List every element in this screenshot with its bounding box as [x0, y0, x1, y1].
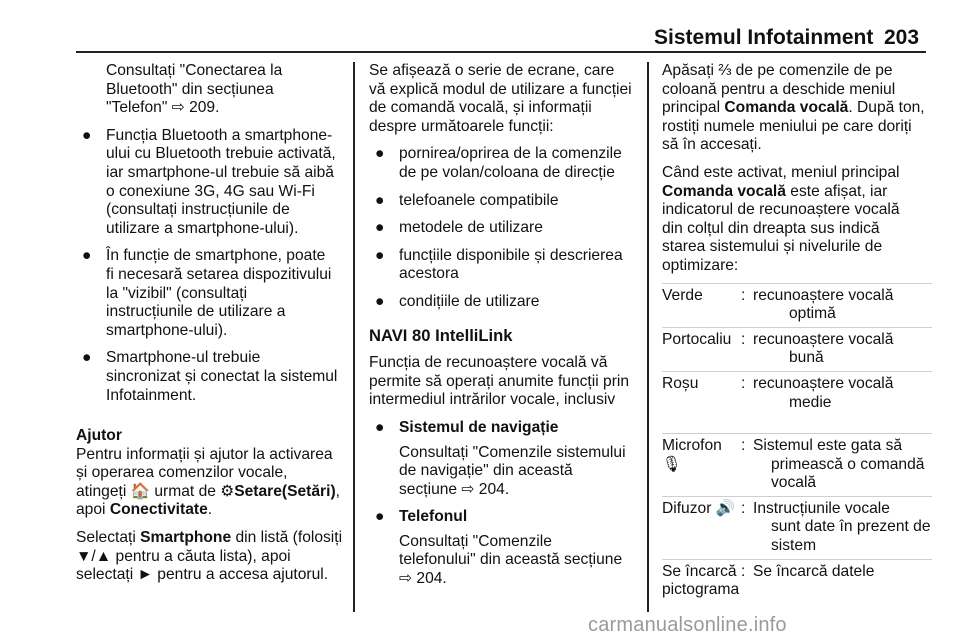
list-item: [76, 247, 348, 340]
menu-term: Comanda vocală: [662, 182, 786, 200]
text-line: [76, 529, 348, 548]
text-fragment: este afișat, iar: [785, 182, 888, 200]
page-number: 203: [884, 26, 920, 49]
table-divider: [662, 283, 932, 284]
def-desc: bună: [789, 349, 824, 367]
home-icon: 🏠: [130, 482, 151, 500]
table-divider: [662, 371, 932, 372]
text-line: (consultați instrucțiunile de: [106, 201, 290, 219]
def-desc: sunt date în prezent de: [771, 518, 931, 536]
text-line: acestora: [399, 265, 459, 283]
item-title: Sistemul de navigație: [399, 418, 559, 436]
column-1: [76, 62, 348, 585]
text-line: Consultați "Comenzile: [399, 532, 552, 550]
text-line: Consultați "Comenzile sistemului: [399, 443, 626, 461]
bullet-icon: ●: [82, 126, 92, 144]
list-item: [369, 508, 641, 588]
menu-term: Setare(Setări): [234, 482, 336, 500]
column-divider-1: [353, 62, 355, 612]
text-line: coloană pentru a deschide meniul: [662, 80, 896, 98]
list-item: [76, 349, 348, 405]
text-line: "Telefon" ⇨ 209.: [106, 99, 220, 117]
text-line: permite să operați anumite funcții prin: [369, 372, 630, 390]
list-item: [369, 219, 641, 238]
table-divider: [662, 433, 932, 434]
section-heading: Ajutor: [76, 427, 122, 445]
def-term: Portocaliu: [662, 330, 732, 348]
gear-icon: ⚙: [220, 482, 235, 500]
text-line: despre următoarele funcții:: [369, 117, 554, 135]
text-line: Funcția de recunoaștere vocală vă: [369, 354, 608, 372]
header-rule: [76, 51, 926, 53]
def-desc: sistem: [771, 537, 817, 555]
speaker-icon: Difuzor 🔊: [662, 499, 736, 517]
bullet-icon: ●: [375, 508, 385, 526]
bullet-icon: ●: [375, 145, 385, 163]
text-line: fi necesară setarea dispozitivului: [106, 265, 332, 283]
text-line: să în accesați.: [662, 136, 762, 154]
table-divider: [662, 559, 932, 560]
def-desc: optimă: [789, 305, 836, 323]
def-desc: recunoaștere vocală: [753, 330, 894, 348]
def-desc: Se încarcă datele: [753, 562, 875, 580]
def-desc: Sistemul este gata să: [753, 437, 903, 455]
bullet-icon: ●: [375, 418, 385, 436]
text-line: telefoanele compatibile: [399, 191, 559, 209]
text-line: Consultați "Conectarea la: [106, 62, 283, 79]
list-item: [369, 192, 641, 211]
text-line: vă explică modul de utilizare a funcției: [369, 80, 632, 98]
text-fragment: apoi: [76, 501, 110, 519]
text-line: [662, 183, 932, 202]
text-line: ▼/▲ pentru a căuta lista), apoi: [76, 547, 291, 565]
text-line: indicatorul de recunoaștere vocală: [662, 201, 900, 219]
text-fragment: principal: [662, 99, 725, 117]
def-desc: primească o comandă: [771, 455, 925, 473]
def-desc: Instrucțiunile vocale: [753, 499, 890, 517]
bullet-icon: ●: [375, 191, 385, 209]
text-fragment: . După ton,: [848, 99, 925, 117]
text-line: rostiți numele meniului pe care doriți: [662, 117, 912, 135]
text-line: de pe volan/coloana de direcție: [399, 163, 615, 181]
column-divider-2: [647, 62, 649, 612]
def-term: Se încarcă: [662, 562, 737, 580]
menu-term: Conectivitate: [109, 501, 208, 519]
def-colon: :: [741, 330, 746, 348]
text-line: la "vizibil" (consultați: [106, 284, 248, 302]
table-row: [662, 563, 932, 600]
text-line: optimizare:: [662, 256, 739, 274]
text-line: intermediul intrărilor vocale, inclusiv: [369, 391, 616, 409]
text-line: telefonului" din această secțiune: [399, 551, 623, 569]
text-line: din colțul din dreapta sus indică: [662, 219, 880, 237]
text-line: sincronizat și conectat la sistemul: [106, 367, 338, 385]
def-desc: medie: [789, 393, 832, 411]
text-line: Când este activat, meniul principal: [662, 163, 900, 181]
bullet-icon: ●: [82, 247, 92, 265]
def-desc: vocală: [771, 474, 817, 492]
text-fragment: atingeți: [76, 482, 131, 500]
text-fragment: urmat de: [150, 482, 221, 500]
bullet-icon: ●: [375, 292, 385, 310]
text-line: utilizare a smartphone-ului).: [106, 219, 299, 237]
text-line: Pentru informații și ajutor la activarea: [76, 445, 333, 463]
text-line: metodele de utilizare: [399, 219, 543, 237]
bullet-icon: ●: [82, 349, 92, 367]
list-item: [369, 419, 641, 499]
text-line: [662, 99, 932, 118]
table-row: [662, 287, 932, 324]
text-line: de navigație" din această: [399, 462, 573, 480]
text-line: ului cu Bluetooth trebuie activată,: [106, 145, 336, 163]
menu-term: Comanda vocală: [724, 99, 849, 117]
text-line: Infotainment.: [106, 386, 197, 404]
text-line: condițiile de utilizare: [399, 292, 540, 310]
text-line: Apăsați ⅔ de pe comenzile de pe: [662, 62, 893, 79]
def-desc: recunoaștere vocală: [753, 374, 894, 392]
menu-term: Smartphone: [140, 529, 232, 547]
text-line: [76, 483, 348, 502]
def-colon: :: [741, 499, 746, 517]
text-line: o conexiune 3G, 4G sau Wi-Fi: [106, 182, 315, 200]
text-line: selectați ► pentru a accesa ajutorul.: [76, 566, 329, 584]
text-fragment: .: [207, 501, 213, 519]
text-line: Funcția Bluetooth a smartphone-: [106, 126, 333, 144]
text-fragment: din listă (folosiți: [231, 529, 343, 547]
def-colon: :: [741, 286, 746, 304]
section-heading: NAVI 80 IntelliLink: [369, 325, 513, 345]
column-2: [369, 62, 641, 589]
text-line: și operarea comenzilor vocale,: [76, 464, 288, 482]
def-term: Roșu: [662, 374, 699, 392]
microphone-icon: Microfon 🎙: [662, 437, 722, 473]
text-line: smartphone-ului).: [106, 321, 228, 339]
table-divider: [662, 496, 932, 497]
header-title: Sistemul Infotainment: [654, 26, 874, 49]
table-divider: [662, 327, 932, 328]
text-line: Bluetooth" din secțiunea: [106, 80, 274, 98]
text-line: secțiune ⇨ 204.: [399, 480, 510, 498]
text-line: de comandă vocală, și informații: [369, 99, 592, 117]
table-row: [662, 500, 932, 556]
text-line: starea sistemului și nivelurile de: [662, 238, 883, 256]
list-item: [369, 145, 641, 182]
column-3: [662, 62, 932, 600]
bullet-icon: ●: [375, 219, 385, 237]
def-colon: :: [741, 437, 746, 455]
text-line: Se afișează o serie de ecrane, care: [369, 62, 615, 79]
text-line: instrucțiunile de utilizare a: [106, 303, 286, 321]
table-row: [662, 437, 932, 493]
item-title: Telefonul: [399, 508, 468, 526]
def-term: pictograma: [662, 581, 740, 599]
def-colon: :: [741, 562, 746, 580]
text-fragment: Selectați: [76, 529, 141, 547]
text-line: ⇨ 204.: [399, 570, 447, 588]
text-fragment: ,: [335, 482, 340, 500]
text-line: În funcție de smartphone, poate: [106, 247, 326, 265]
watermark: carmanualsonline.info: [588, 614, 787, 636]
text-line: Smartphone-ul trebuie: [106, 349, 261, 367]
list-item: [76, 127, 348, 239]
def-desc: recunoaștere vocală: [753, 286, 894, 304]
def-colon: :: [741, 374, 746, 392]
text-line: [76, 501, 348, 520]
list-item: [369, 247, 641, 284]
text-line: iar smartphone-ul trebuie să aibă: [106, 163, 334, 181]
table-row: [662, 375, 932, 412]
table-row: [662, 331, 932, 368]
list-item: [369, 293, 641, 312]
text-line: funcțiile disponibile și descrierea: [399, 246, 623, 264]
bullet-icon: ●: [375, 246, 385, 264]
text-line: pornirea/oprirea de la comenzile: [399, 145, 622, 163]
def-term: Verde: [662, 286, 703, 304]
